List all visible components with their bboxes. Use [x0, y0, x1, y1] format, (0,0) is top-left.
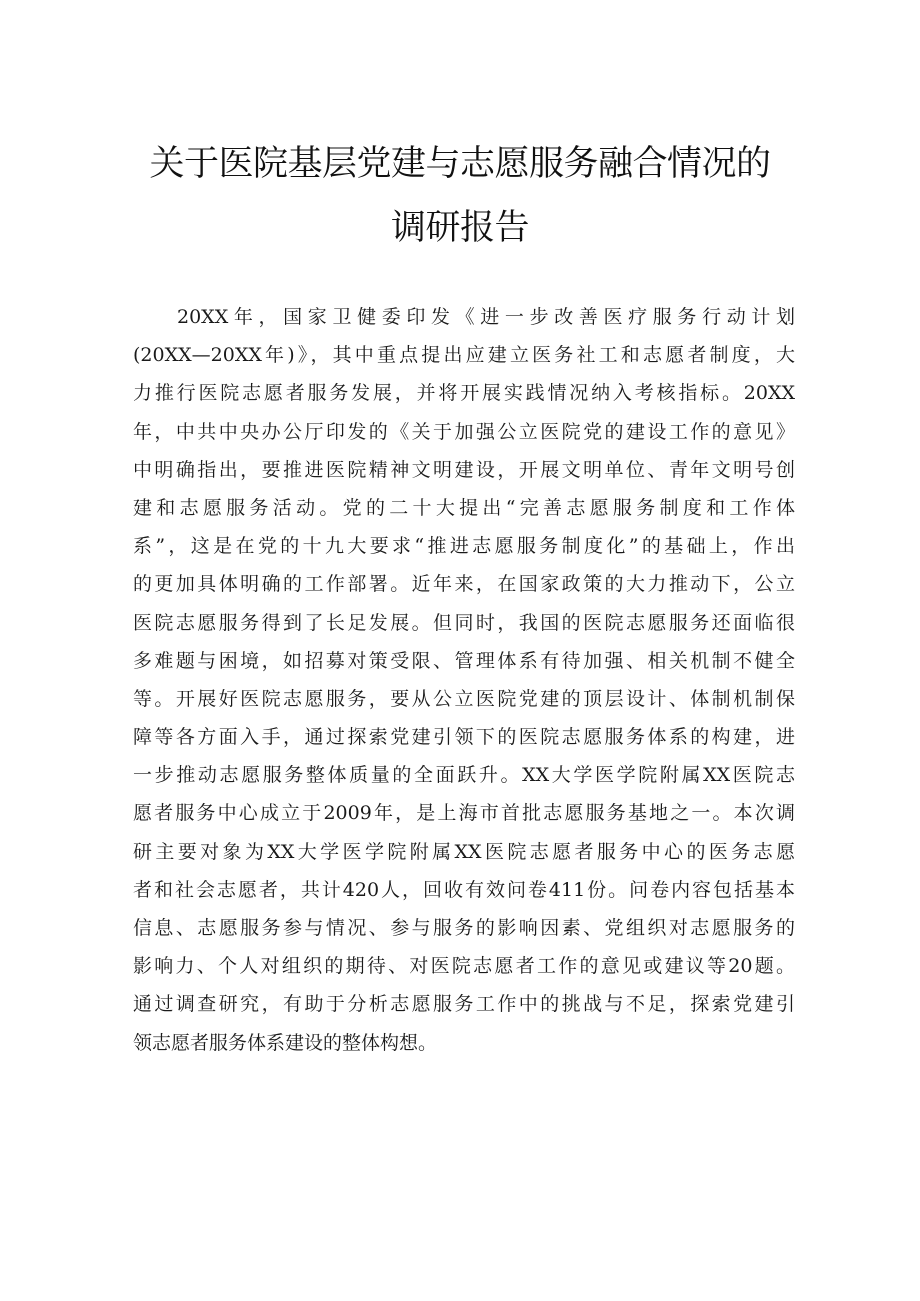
paragraph-line: 年，中共中央办公厅印发的《关于加强公立医院党的建设工作的意见》 [133, 420, 795, 443]
document-title-line-1: 关于医院基层党建与志愿服务融合情况的 [149, 144, 771, 184]
paragraph-line: 一步推动志愿服务整体质量的全面跃升。XX大学医学院附属XX医院志 [133, 764, 795, 787]
paragraph-line: 通过调查研究，有助于分析志愿服务工作中的挑战与不足，探索党建引 [133, 993, 795, 1016]
paragraph-line: 信息、志愿服务参与情况、参与服务的影响因素、党组织对志愿服务的 [133, 917, 795, 939]
paragraph-line: (20XX—20XX年)》，其中重点提出应建立医务社工和志愿者制度，大 [133, 344, 795, 367]
paragraph-line: 系”，这是在党的十九大要求“推进志愿服务制度化”的基础上，作出 [133, 535, 795, 558]
paragraph-line: 力推行医院志愿者服务发展，并将开展实践情况纳入考核指标。20XX [133, 382, 795, 405]
paragraph-line: 者和社会志愿者，共计420人，回收有效问卷411份。问卷内容包括基本 [133, 878, 795, 901]
paragraph-line: 多难题与困境，如招募对策受限、管理体系有待加强、相关机制不健全 [133, 649, 795, 672]
paragraph-line: 的更加具体明确的工作部署。近年来，在国家政策的大力推动下，公立 [133, 573, 795, 596]
paragraph-line: 建和志愿服务活动。党的二十大提出“完善志愿服务制度和工作体 [133, 496, 795, 519]
paragraph-line: 医院志愿服务得到了长足发展。但同时，我国的医院志愿服务还面临很 [133, 611, 795, 634]
paragraph-line: 等。开展好医院志愿服务，要从公立医院党建的顶层设计、体制机制保 [133, 687, 795, 710]
document-title-line-2: 调研报告 [390, 208, 529, 248]
body-paragraph [133, 298, 795, 1062]
paragraph-line: 领志愿者服务体系建设的整体构想。 [133, 1031, 438, 1054]
paragraph-line: 中明确指出，要推进医院精神文明建设，开展文明单位、青年文明号创 [133, 458, 795, 481]
paragraph-line: 愿者服务中心成立于2009年，是上海市首批志愿服务基地之一。本次调 [133, 802, 795, 825]
paragraph-line: 20XX年，国家卫健委印发《进一步改善医疗服务行动计划 [177, 306, 795, 328]
paragraph-line: 研主要对象为XX大学医学院附属XX医院志愿者服务中心的医务志愿 [133, 840, 795, 863]
paragraph-line: 障等各方面入手，通过探索党建引领下的医院志愿服务体系的构建，进 [133, 726, 795, 749]
paragraph-line: 影响力、个人对组织的期待、对医院志愿者工作的意见或建议等20题。 [133, 955, 795, 978]
